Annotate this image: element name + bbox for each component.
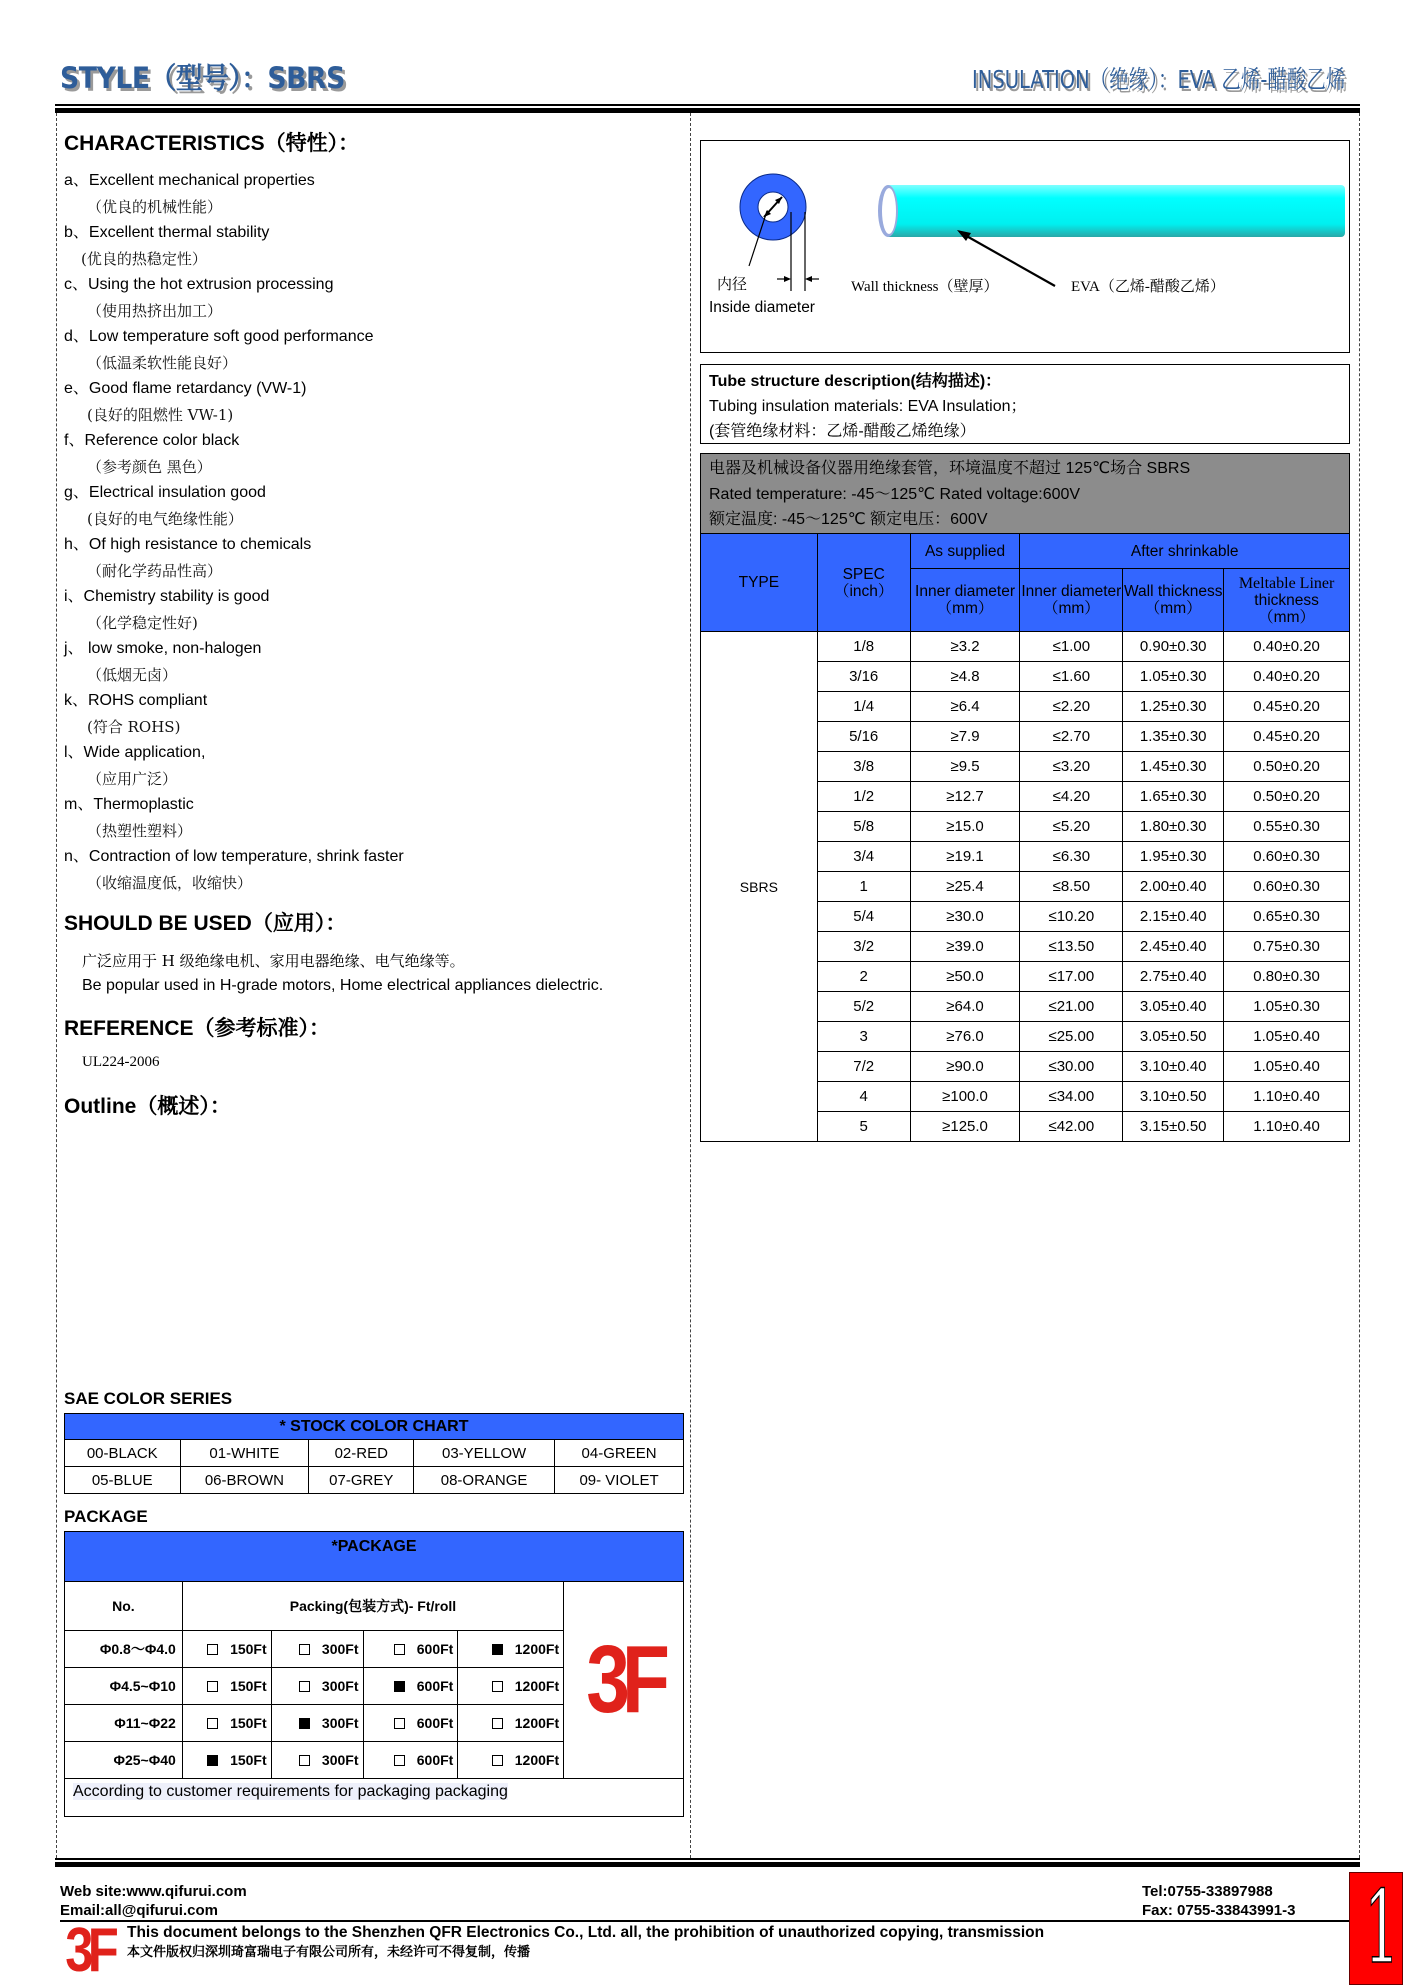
supplied-id-cell: ≥39.0 bbox=[910, 932, 1020, 962]
packing-option-label: 600Ft bbox=[416, 1641, 454, 1657]
char-item-en: f、Reference color black bbox=[64, 432, 240, 449]
char-item-en: m、Thermoplastic bbox=[64, 796, 194, 813]
should-be-used-title: SHOULD BE USED（应用）： bbox=[64, 912, 347, 935]
supplied-id-cell: ≥15.0 bbox=[910, 812, 1020, 842]
page-number: 1 bbox=[1364, 1869, 1400, 1985]
rating-line1: 电器及机械设备仪器用绝缘套管，环境温度不超过 125℃场合 SBRS bbox=[709, 460, 1191, 477]
stock-color-table bbox=[64, 1413, 684, 1494]
th-spec-label: SPEC bbox=[842, 565, 885, 583]
th-unit: （mm） bbox=[1258, 608, 1315, 626]
tube-opening bbox=[882, 188, 896, 234]
liner-cell: 1.05±0.30 bbox=[1224, 992, 1350, 1022]
shrunk-id-cell: ≤34.00 bbox=[1020, 1082, 1123, 1112]
packing-option bbox=[458, 1742, 564, 1779]
packing-option-label: 150Ft bbox=[230, 1678, 267, 1694]
supplied-id-cell: ≥6.4 bbox=[910, 692, 1020, 722]
insulation-title: INSULATION（绝缘）：EVA 乙烯-醋酸乙烯 bbox=[972, 65, 1346, 94]
spec-cell: 3/8 bbox=[817, 752, 910, 782]
unchecked-box-icon[interactable] bbox=[492, 1755, 503, 1766]
th-label: Meltable Liner bbox=[1238, 574, 1335, 592]
tube-body bbox=[885, 185, 1345, 237]
spec-table bbox=[700, 533, 1350, 1142]
unchecked-box-icon[interactable] bbox=[207, 1718, 218, 1729]
inner-label-cn: 内径 bbox=[717, 275, 748, 293]
char-item-cn: (优良的热稳定性） bbox=[81, 250, 207, 268]
th-as-supplied: As supplied bbox=[910, 534, 1020, 569]
stock-color-header: * STOCK COLOR CHART bbox=[65, 1414, 684, 1440]
usage-cn: 广泛应用于 H 级绝缘电机、家用电器绝缘、电气绝缘等。 bbox=[82, 952, 465, 970]
col-no: No. bbox=[65, 1582, 183, 1631]
shrunk-id-cell: ≤30.00 bbox=[1020, 1052, 1123, 1082]
footer-rule-thick bbox=[55, 1862, 1360, 1867]
char-item-en: k、ROHS compliant bbox=[64, 692, 208, 709]
packing-option-label: 300Ft bbox=[321, 1752, 359, 1768]
color-cell: 07-GREY bbox=[309, 1467, 414, 1494]
liner-cell: 0.60±0.30 bbox=[1224, 842, 1350, 872]
char-item-cn: （耐化学药品性高） bbox=[87, 562, 223, 580]
char-item-en: g、Electrical insulation good bbox=[64, 484, 266, 501]
liner-cell: 0.50±0.20 bbox=[1224, 752, 1350, 782]
packing-option bbox=[271, 1631, 363, 1668]
frame-left bbox=[56, 113, 57, 1858]
footer-divider bbox=[60, 1920, 1350, 1922]
supplied-id-cell: ≥64.0 bbox=[910, 992, 1020, 1022]
packing-option-label: 1200Ft bbox=[514, 1715, 560, 1731]
footer-rule-thin bbox=[55, 1858, 1360, 1860]
spec-cell: 3/16 bbox=[817, 662, 910, 692]
packing-option bbox=[271, 1668, 363, 1705]
char-item-cn: (良好的电气绝缘性能） bbox=[87, 510, 243, 528]
packing-option bbox=[182, 1705, 271, 1742]
shrunk-id-cell: ≤25.00 bbox=[1020, 1022, 1123, 1052]
logo-cell bbox=[564, 1582, 684, 1779]
packing-option-label: 1200Ft bbox=[514, 1752, 560, 1768]
wall-cell: 1.45±0.30 bbox=[1123, 752, 1224, 782]
wall-cell: 3.05±0.40 bbox=[1123, 992, 1224, 1022]
size-range: Φ11~Φ22 bbox=[65, 1705, 183, 1742]
packing-option bbox=[363, 1631, 458, 1668]
color-cell: 00-BLACK bbox=[65, 1440, 181, 1467]
tube-diagram bbox=[700, 140, 1350, 353]
th-spec bbox=[817, 534, 910, 632]
packing-option bbox=[182, 1631, 271, 1668]
color-cell: 06-BROWN bbox=[180, 1467, 309, 1494]
wall-cell: 0.90±0.30 bbox=[1123, 632, 1224, 662]
packing-option-label: 600Ft bbox=[416, 1678, 454, 1694]
liner-cell: 1.10±0.40 bbox=[1224, 1082, 1350, 1112]
spec-cell: 1/2 bbox=[817, 782, 910, 812]
rating-line2: Rated temperature: -45～125℃ Rated voltage:600V bbox=[709, 485, 1081, 503]
shrunk-id-cell: ≤2.70 bbox=[1020, 722, 1123, 752]
spec-cell: 3/2 bbox=[817, 932, 910, 962]
header-rule-thin bbox=[55, 104, 1360, 106]
characteristics-list bbox=[64, 168, 684, 896]
unchecked-box-icon[interactable] bbox=[492, 1718, 503, 1729]
packing-option bbox=[363, 1668, 458, 1705]
reference-value: UL224-2006 bbox=[82, 1054, 160, 1070]
package-table bbox=[64, 1531, 684, 1817]
shrunk-id-cell: ≤1.00 bbox=[1020, 632, 1123, 662]
unchecked-box-icon[interactable] bbox=[299, 1644, 310, 1655]
packing-option-label: 600Ft bbox=[416, 1752, 454, 1768]
char-item-cn: （参考颜色 黑色） bbox=[87, 458, 212, 476]
spec-table-body bbox=[701, 632, 1350, 1142]
package-header: *PACKAGE bbox=[65, 1532, 684, 1582]
packing-option bbox=[182, 1668, 271, 1705]
wall-cell: 1.65±0.30 bbox=[1123, 782, 1224, 812]
characteristics-title: CHARACTERISTICS（特性）： bbox=[64, 132, 360, 155]
unchecked-box-icon[interactable] bbox=[299, 1755, 310, 1766]
liner-cell: 0.40±0.20 bbox=[1224, 632, 1350, 662]
liner-cell: 0.80±0.30 bbox=[1224, 962, 1350, 992]
arrowhead-icon bbox=[784, 276, 791, 282]
char-item-cn: （应用广泛） bbox=[87, 770, 178, 788]
footer-website[interactable]: Web site:www.qifurui.com bbox=[60, 1883, 247, 1900]
char-item-cn: （化学稳定性好) bbox=[87, 614, 198, 632]
3f-logo: 3F bbox=[585, 1626, 662, 1733]
liner-cell: 0.65±0.30 bbox=[1224, 902, 1350, 932]
char-item-cn: （使用热挤出加工） bbox=[87, 302, 223, 320]
th-label: Inner diameter bbox=[1021, 583, 1122, 600]
packing-option bbox=[182, 1742, 271, 1779]
wall-cell: 3.05±0.50 bbox=[1123, 1022, 1224, 1052]
tube-structure-box bbox=[700, 364, 1350, 444]
checked-box-icon[interactable] bbox=[492, 1644, 503, 1655]
wall-cell: 2.45±0.40 bbox=[1123, 932, 1224, 962]
packing-option-label: 1200Ft bbox=[514, 1678, 560, 1694]
wall-cell: 1.80±0.30 bbox=[1123, 812, 1224, 842]
3f-logo: 3F bbox=[65, 1916, 114, 1985]
liner-cell: 0.50±0.20 bbox=[1224, 782, 1350, 812]
footer-contact-right bbox=[1142, 1882, 1295, 1920]
color-cell: 04-GREEN bbox=[555, 1440, 684, 1467]
shrunk-id-cell: ≤6.30 bbox=[1020, 842, 1123, 872]
unchecked-box-icon[interactable] bbox=[394, 1718, 405, 1729]
char-item-cn: （低烟无卤） bbox=[87, 666, 178, 684]
wall-cell: 2.00±0.40 bbox=[1123, 872, 1224, 902]
tube-diagram-svg bbox=[701, 141, 1351, 354]
packing-option-label: 1200Ft bbox=[514, 1641, 560, 1657]
char-item-en: h、Of high resistance to chemicals bbox=[64, 536, 312, 553]
footer-tel: Tel:0755-33897988 bbox=[1142, 1883, 1273, 1900]
spec-cell: 4 bbox=[817, 1082, 910, 1112]
spec-cell: 5/2 bbox=[817, 992, 910, 1022]
liner-cell: 0.60±0.30 bbox=[1224, 872, 1350, 902]
supplied-id-cell: ≥12.7 bbox=[910, 782, 1020, 812]
packing-option-label: 600Ft bbox=[416, 1715, 454, 1731]
liner-cell: 0.55±0.30 bbox=[1224, 812, 1350, 842]
packing-option bbox=[363, 1705, 458, 1742]
wall-cell: 1.05±0.30 bbox=[1123, 662, 1224, 692]
shrunk-id-cell: ≤10.20 bbox=[1020, 902, 1123, 932]
footer-fax: Fax: 0755-33843991-3 bbox=[1142, 1902, 1296, 1919]
package-note-text: According to customer requirements for packaging packaging bbox=[73, 1783, 508, 1800]
tube-structure-title: Tube structure description(结构描述)： bbox=[709, 373, 1002, 390]
shrunk-id-cell: ≤17.00 bbox=[1020, 962, 1123, 992]
material-label: EVA（乙烯-醋酸乙烯） bbox=[1071, 279, 1225, 295]
supplied-id-cell: ≥4.8 bbox=[910, 662, 1020, 692]
color-cell: 03-YELLOW bbox=[414, 1440, 555, 1467]
liner-cell: 1.10±0.40 bbox=[1224, 1112, 1350, 1142]
wall-label: Wall thickness（壁厚） bbox=[851, 279, 999, 295]
footer-email[interactable]: Email:all@qifurui.com bbox=[60, 1902, 218, 1919]
spec-cell: 1/8 bbox=[817, 632, 910, 662]
th-liner-thickness bbox=[1224, 569, 1350, 632]
unchecked-box-icon[interactable] bbox=[207, 1681, 218, 1692]
char-item-en: l、Wide application, bbox=[64, 744, 206, 761]
wall-cell: 2.75±0.40 bbox=[1123, 962, 1224, 992]
th-wall-thickness bbox=[1123, 569, 1224, 632]
supplied-id-cell: ≥30.0 bbox=[910, 902, 1020, 932]
wall-cell: 3.15±0.50 bbox=[1123, 1112, 1224, 1142]
shrunk-id-cell: ≤3.20 bbox=[1020, 752, 1123, 782]
shrunk-id-cell: ≤4.20 bbox=[1020, 782, 1123, 812]
packing-option-label: 300Ft bbox=[321, 1678, 359, 1694]
packing-option-label: 150Ft bbox=[230, 1752, 267, 1768]
packing-option-label: 300Ft bbox=[321, 1641, 359, 1657]
char-item-cn: (符合 ROHS) bbox=[87, 718, 181, 736]
supplied-id-cell: ≥50.0 bbox=[910, 962, 1020, 992]
supplied-id-cell: ≥100.0 bbox=[910, 1082, 1020, 1112]
reference-title: REFERENCE（参考标准）： bbox=[64, 1017, 331, 1040]
copyright-cn: 本文件版权归深圳琦富瑞电子有限公司所有，未经许可不得复制，传播 bbox=[127, 1944, 531, 1959]
frame-middle bbox=[690, 113, 691, 1858]
packing-option bbox=[458, 1705, 564, 1742]
char-item-cn: （热塑性塑料） bbox=[87, 822, 193, 840]
th-label: Inner diameter bbox=[915, 583, 1015, 600]
header-rule-thick bbox=[55, 108, 1360, 113]
char-item-en: d、Low temperature soft good performance bbox=[64, 328, 374, 345]
supplied-id-cell: ≥90.0 bbox=[910, 1052, 1020, 1082]
liner-cell: 0.40±0.20 bbox=[1224, 662, 1350, 692]
supplied-id-cell: ≥19.1 bbox=[910, 842, 1020, 872]
th-label: Wall thickness bbox=[1123, 583, 1223, 600]
liner-cell: 0.45±0.20 bbox=[1224, 722, 1350, 752]
size-range: Φ25~Φ40 bbox=[65, 1742, 183, 1779]
packing-option-label: 300Ft bbox=[321, 1715, 359, 1731]
tube-structure-line1: Tubing insulation materials: EVA Insulation； bbox=[709, 398, 1027, 415]
color-cell: 01-WHITE bbox=[180, 1440, 309, 1467]
char-item-en: j、 low smoke, non-halogen bbox=[64, 640, 262, 657]
spec-cell: 3/4 bbox=[817, 842, 910, 872]
supplied-id-cell: ≥76.0 bbox=[910, 1022, 1020, 1052]
shrunk-id-cell: ≤2.20 bbox=[1020, 692, 1123, 722]
rating-box bbox=[700, 453, 1350, 534]
wall-cell: 1.25±0.30 bbox=[1123, 692, 1224, 722]
checked-box-icon[interactable] bbox=[394, 1681, 405, 1692]
wall-cell: 1.95±0.30 bbox=[1123, 842, 1224, 872]
spec-cell: 7/2 bbox=[817, 1052, 910, 1082]
th-shrunk-inner-diameter bbox=[1020, 569, 1123, 632]
shrunk-id-cell: ≤13.50 bbox=[1020, 932, 1123, 962]
tube-structure-line2: (套管绝缘材料：乙烯-醋酸乙烯绝缘） bbox=[709, 423, 976, 440]
spec-cell: 5/16 bbox=[817, 722, 910, 752]
rating-line3: 额定温度: -45～125℃ 额定电压：600V bbox=[709, 511, 988, 528]
spec-cell: 1/4 bbox=[817, 692, 910, 722]
packing-option bbox=[458, 1631, 564, 1668]
char-item-cn: （低温柔软性能良好） bbox=[87, 354, 238, 372]
supplied-id-cell: ≥3.2 bbox=[910, 632, 1020, 662]
usage-en: Be popular used in H-grade motors, Home electrical appliances dielectric. bbox=[82, 977, 604, 994]
color-cell: 05-BLUE bbox=[65, 1467, 181, 1494]
th-after-shrinkable: After shrinkable bbox=[1020, 534, 1350, 569]
char-item-en: a、Excellent mechanical properties bbox=[64, 172, 315, 189]
spec-cell: 5 bbox=[817, 1112, 910, 1142]
color-cell: 02-RED bbox=[309, 1440, 414, 1467]
th-type: TYPE bbox=[701, 534, 818, 632]
th-supplied-inner-diameter bbox=[910, 569, 1020, 632]
unchecked-box-icon[interactable] bbox=[299, 1681, 310, 1692]
color-cell: 09- VIOLET bbox=[555, 1467, 684, 1494]
packing-option bbox=[458, 1668, 564, 1705]
char-item-en: c、Using the hot extrusion processing bbox=[64, 276, 334, 293]
supplied-id-cell: ≥25.4 bbox=[910, 872, 1020, 902]
spec-cell: 5/4 bbox=[817, 902, 910, 932]
char-item-en: e、Good flame retardancy (VW-1) bbox=[64, 380, 307, 397]
size-range: Φ4.5~Φ10 bbox=[65, 1668, 183, 1705]
th-unit: （mm） bbox=[1144, 600, 1202, 617]
unchecked-box-icon[interactable] bbox=[492, 1681, 503, 1692]
liner-cell: 1.05±0.40 bbox=[1224, 1052, 1350, 1082]
spec-cell: 3 bbox=[817, 1022, 910, 1052]
wall-cell: 2.15±0.40 bbox=[1123, 902, 1224, 932]
package-title: PACKAGE bbox=[64, 1507, 148, 1526]
packing-option-label: 150Ft bbox=[230, 1715, 267, 1731]
spec-cell: 1 bbox=[817, 872, 910, 902]
footer-contact-left bbox=[60, 1882, 247, 1920]
frame-right bbox=[1359, 113, 1360, 1858]
page-number-badge bbox=[1349, 1869, 1403, 1985]
type-cell: SBRS bbox=[701, 632, 818, 1142]
wall-cell: 1.35±0.30 bbox=[1123, 722, 1224, 752]
package-note bbox=[65, 1779, 684, 1817]
shrunk-id-cell: ≤1.60 bbox=[1020, 662, 1123, 692]
sae-color-title: SAE COLOR SERIES bbox=[64, 1389, 233, 1408]
packing-option-label: 150Ft bbox=[230, 1641, 267, 1657]
color-cell: 08-ORANGE bbox=[414, 1467, 555, 1494]
spec-cell: 2 bbox=[817, 962, 910, 992]
footer-logo bbox=[60, 1916, 118, 1985]
th-spec-unit: （inch） bbox=[833, 582, 894, 600]
wall-cell: 3.10±0.50 bbox=[1123, 1082, 1224, 1112]
col-packing: Packing(包装方式)- Ft/roll bbox=[182, 1582, 563, 1631]
char-item-cn: (良好的阻燃性 VW-1) bbox=[87, 406, 234, 424]
table-row bbox=[65, 1440, 684, 1467]
th-unit: （mm） bbox=[936, 600, 994, 617]
footer-copyright bbox=[127, 1923, 1044, 1961]
th-label: thickness bbox=[1254, 591, 1319, 609]
wall-cell: 3.10±0.40 bbox=[1123, 1052, 1224, 1082]
char-item-en: i、Chemistry stability is good bbox=[64, 588, 270, 605]
shrunk-id-cell: ≤21.00 bbox=[1020, 992, 1123, 1022]
unchecked-box-icon[interactable] bbox=[394, 1755, 405, 1766]
table-row bbox=[65, 1467, 684, 1494]
arrowhead-icon bbox=[805, 276, 812, 282]
checked-box-icon[interactable] bbox=[207, 1755, 218, 1766]
size-range: Φ0.8～Φ4.0 bbox=[65, 1631, 183, 1668]
liner-cell: 0.75±0.30 bbox=[1224, 932, 1350, 962]
style-title: STYLE（型号）：SBRS bbox=[60, 61, 345, 95]
supplied-id-cell: ≥9.5 bbox=[910, 752, 1020, 782]
packing-option bbox=[363, 1742, 458, 1779]
shrunk-id-cell: ≤5.20 bbox=[1020, 812, 1123, 842]
supplied-id-cell: ≥7.9 bbox=[910, 722, 1020, 752]
packing-option bbox=[271, 1705, 363, 1742]
checked-box-icon[interactable] bbox=[299, 1718, 310, 1729]
copyright-en: This document belongs to the Shenzhen QFR Electronics Co., Ltd. all, the prohibition of unauthorized copying, transmission bbox=[127, 1924, 1045, 1941]
th-unit: （mm） bbox=[1042, 600, 1100, 617]
char-item-cn: （优良的机械性能） bbox=[87, 198, 223, 216]
unchecked-box-icon[interactable] bbox=[207, 1644, 218, 1655]
unchecked-box-icon[interactable] bbox=[394, 1644, 405, 1655]
table-row bbox=[701, 632, 1350, 662]
char-item-cn: （收缩温度低，收缩快） bbox=[87, 874, 253, 892]
packing-option bbox=[271, 1742, 363, 1779]
spec-cell: 5/8 bbox=[817, 812, 910, 842]
char-item-en: b、Excellent thermal stability bbox=[64, 224, 270, 241]
outline-title: Outline（概述）： bbox=[64, 1095, 231, 1118]
char-item-en: n、Contraction of low temperature, shrink faster bbox=[64, 848, 404, 865]
liner-cell: 1.05±0.40 bbox=[1224, 1022, 1350, 1052]
inner-label-en: Inside diameter bbox=[709, 299, 815, 316]
shrunk-id-cell: ≤8.50 bbox=[1020, 872, 1123, 902]
liner-cell: 0.45±0.20 bbox=[1224, 692, 1350, 722]
shrunk-id-cell: ≤42.00 bbox=[1020, 1112, 1123, 1142]
supplied-id-cell: ≥125.0 bbox=[910, 1112, 1020, 1142]
